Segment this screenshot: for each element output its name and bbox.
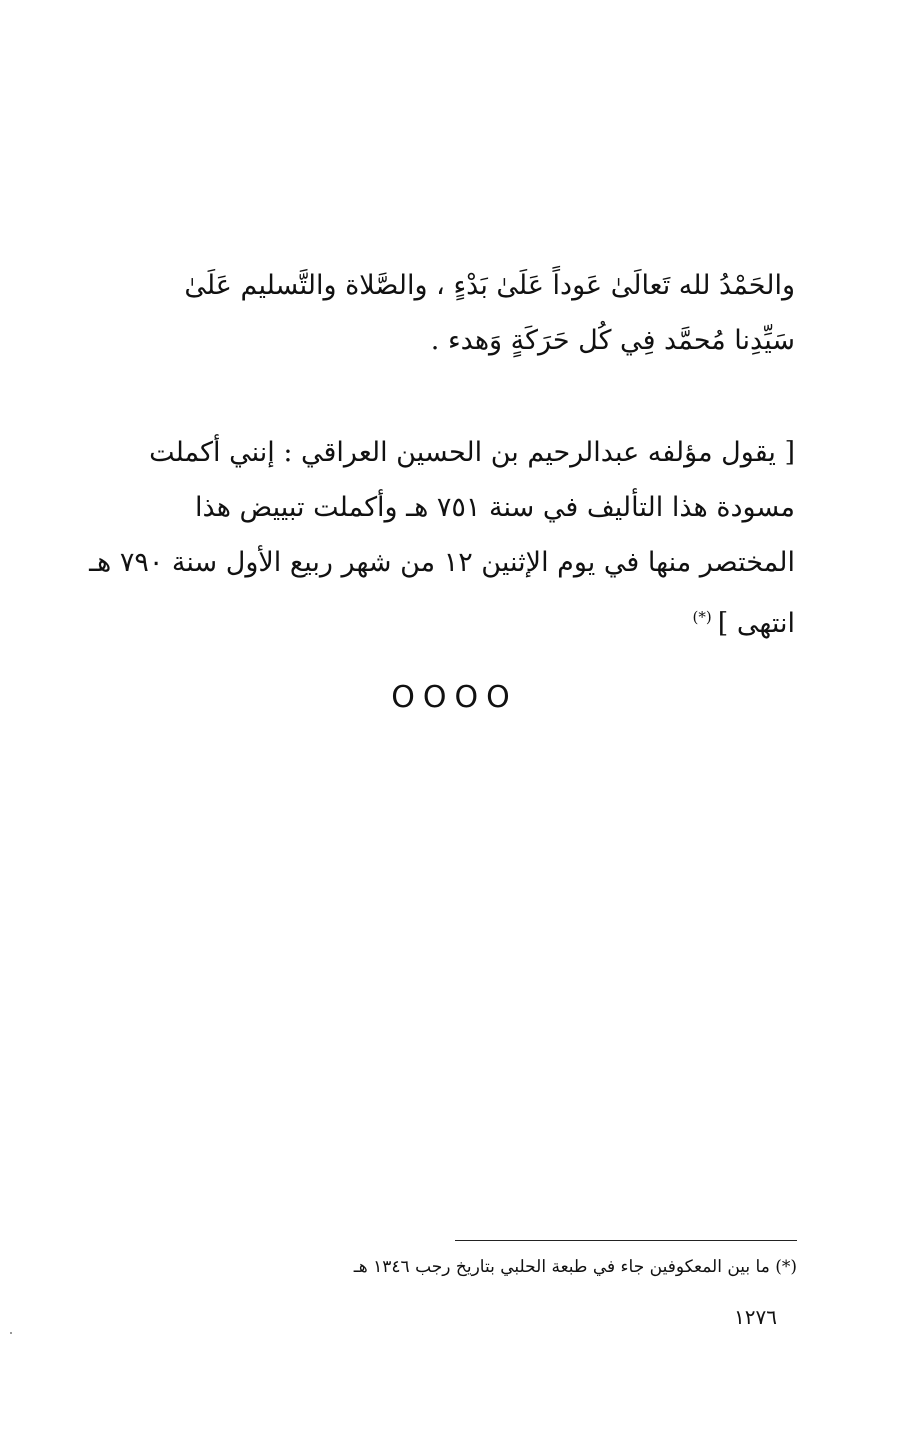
- text-line: سَيِّدِنا مُحمَّد فِي كُل حَرَكَةٍ وَهدء .: [430, 325, 795, 356]
- text-line-last: [95, 590, 795, 651]
- footnote-text: (*) ما بين المعكوفين جاء في طبعة الحلبي بتاريخ رجب ١٣٤٦ هـ: [353, 1257, 797, 1277]
- text-line: والحَمْدُ لله تَعالَىٰ عَوداً عَلَىٰ بَدْءٍ ، والصَّلاة والتَّسليم عَلَىٰ: [184, 270, 795, 301]
- doxology-paragraph: [95, 258, 795, 368]
- text-line: المختصر منها في يوم الإثنين ١٢ من شهر ربيع الأول سنة ٧٩٠ هـ: [89, 547, 795, 578]
- text-line: [ يقول مؤلفه عبدالرحيم بن الحسين العراقي : إنني أكملت: [149, 437, 795, 468]
- author-note-paragraph: [89, 425, 795, 651]
- scan-speck: [10, 1332, 12, 1334]
- text-line: مسودة هذا التأليف في سنة ٧٥١ هـ وأكملت تبييض هذا: [195, 492, 795, 523]
- page-number: ١٢٧٦: [734, 1305, 777, 1329]
- footnote-divider: [455, 1240, 797, 1241]
- footnote-marker: (*): [692, 608, 712, 626]
- section-ornament: OOOO: [391, 680, 518, 715]
- text-line-content: انتهى ]: [717, 608, 795, 639]
